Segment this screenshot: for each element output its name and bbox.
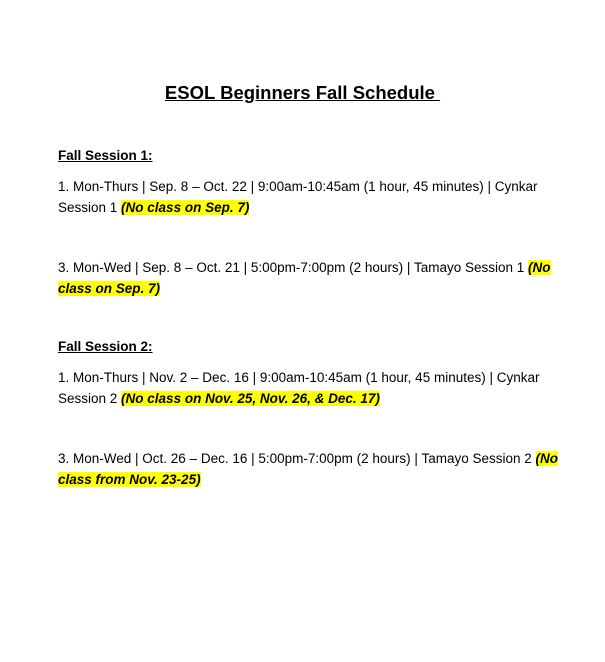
- no-class-note: (No class on Sep. 7): [58, 260, 551, 296]
- no-class-note: (No class on Sep. 7): [121, 200, 250, 215]
- schedule-entry-session-1-cynkar: [58, 176, 568, 218]
- schedule-entry-session-1-tamayo: [58, 257, 568, 299]
- session-1-heading: Fall Session 1:: [58, 148, 153, 163]
- no-class-note: (No class from Nov. 23-25): [58, 451, 558, 487]
- no-class-note: (No class on Nov. 25, Nov. 26, & Dec. 17): [121, 391, 380, 406]
- session-2-heading: Fall Session 2:: [58, 339, 153, 354]
- entry-text: 3. Mon-Wed | Sep. 8 – Oct. 21 | 5:00pm-7:00pm (2 hours) | Tamayo Session 1: [58, 260, 529, 275]
- entry-text: 1. Mon-Thurs | Sep. 8 – Oct. 22 | 9:00am-10:45am (1 hour, 45 minutes) | Cynkar Session 1: [58, 179, 538, 215]
- document-title: ESOL Beginners Fall Schedule: [164, 82, 441, 103]
- entry-text: 3. Mon-Wed | Oct. 26 – Dec. 16 | 5:00pm-7:00pm (2 hours) | Tamayo Session 2: [58, 451, 536, 466]
- entry-text: 1. Mon-Thurs | Nov. 2 – Dec. 16 | 9:00am-10:45am (1 hour, 45 minutes) | Cynkar Session 2: [58, 370, 540, 406]
- schedule-entry-session-2-tamayo: [58, 448, 568, 490]
- schedule-entry-session-2-cynkar: [58, 367, 568, 409]
